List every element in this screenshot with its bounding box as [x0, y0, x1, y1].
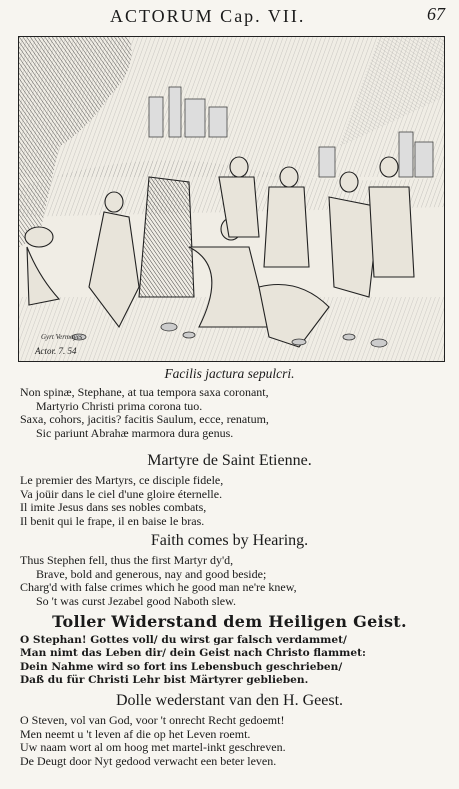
verse-line: Men neemt u 't leven af die op het Leven roemt.	[20, 726, 251, 741]
verse-line: Charg'd with false crimes which he good man ne're knew,	[20, 580, 297, 595]
verse-line: Il imite Jesus dans ses nobles combats,	[20, 500, 207, 515]
verse-line: Le premier des Martyrs, ce disciple fidele,	[20, 473, 224, 487]
page-header	[0, 4, 459, 30]
german-heading: Toller Widerstand dem Heiligen Geist.	[52, 612, 407, 631]
german-verse	[20, 634, 450, 688]
french-heading: Martyre de Saint Etienne.	[147, 452, 312, 469]
verse-line: Va joüir dans le ciel d'une gloire éternelle.	[20, 486, 223, 501]
french-verse	[20, 474, 450, 528]
verse-line: Non spinæ, Stephane, at tua tempora saxa coronant,	[20, 385, 269, 399]
verse-line: Uw naam wort al om hoog met martel-inkt geschreven.	[20, 740, 286, 755]
verse-line: Saxa, cohors, jacitis? facitis Saulum, ecce, renatum,	[20, 412, 269, 427]
verse-line: Sic pariunt Abrahæ marmora dura genus.	[36, 425, 234, 440]
verse-line: Dein Nahme wird so fort ins Lebensbuch geschrieben/	[20, 660, 343, 673]
english-verse	[20, 554, 450, 608]
verse-line: Il benit qui le frape, il en baise le bras.	[20, 513, 205, 528]
english-heading: Faith comes by Hearing.	[150, 532, 309, 549]
latin-verse	[20, 386, 450, 440]
running-title: ACTORUM Cap. VII.	[110, 6, 306, 26]
dutch-heading: Dolle wederstant van den H. Geest.	[115, 692, 344, 709]
verse-line: O Steven, vol van God, voor 't onrecht Recht gedoemt!	[20, 713, 285, 727]
engraving-illustration	[18, 36, 445, 362]
verse-line: De Deugt door Nyt gedood verwacht een beter leven.	[20, 753, 277, 768]
engraving-caption: Facilis jactura sepulcri.	[164, 366, 295, 381]
page-number: 67	[427, 4, 445, 24]
verse-line: Daß du für Christi Lehr bist Märtyrer geblieben.	[20, 674, 309, 687]
verse-line: Martyrio Christi prima corona tuo.	[36, 398, 203, 413]
verse-line: O Stephan! Gottes voll/ du wirst gar falsch verdammet/	[20, 634, 347, 646]
verse-line: Thus Stephen fell, thus the first Martyr dy'd,	[20, 553, 234, 567]
verse-line: So 't was curst Jezabel good Naboth slew.	[36, 593, 237, 608]
engraving-drawing	[19, 37, 444, 361]
scripture-reference: Actor. 7. 54	[35, 346, 77, 356]
verse-line: Brave, bold and generous, nay and good beside;	[36, 566, 267, 581]
engraver-signature: Gyrt Vermoyes	[41, 333, 83, 341]
dutch-verse	[20, 714, 450, 768]
verse-line: Man nimt das Leben dir/ dein Geist nach Christo flammet:	[20, 647, 366, 660]
